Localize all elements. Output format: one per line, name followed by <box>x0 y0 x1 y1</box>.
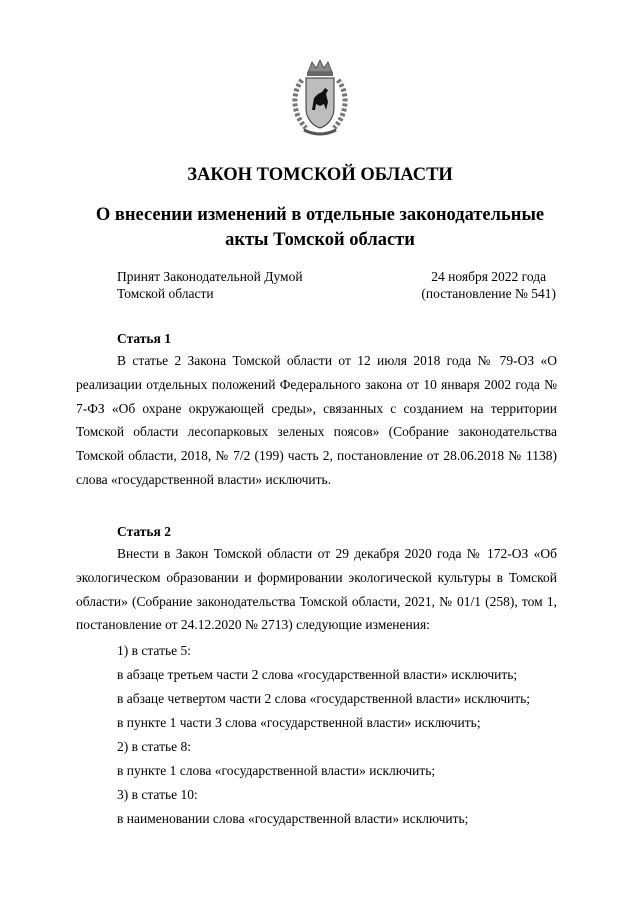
article-2-heading: Статья 2 <box>117 524 171 539</box>
list-item: в пункте 1 слова «государственной власти» исключить; <box>117 763 436 778</box>
adoption-info <box>117 268 303 302</box>
article-2-text: Внести в Закон Томской области от 29 декабря 2020 года № 172-ОЗ «Об экологическом образовании и формировании экологической культуры в Томской области» (Собрание законодательства Томской области, 2021, № 01/1 (258), том 1, постановление от 24.12.2020 № 2713) следующие изменения: <box>76 546 557 633</box>
document-title: ЗАКОН ТОМСКОЙ ОБЛАСТИ <box>187 165 453 185</box>
list-item: 3) в статье 10: <box>117 787 198 802</box>
subtitle-line-1: О внесении изменений в отдельные законодательные <box>95 205 545 225</box>
article-1-text: В статье 2 Закона Томской области от 12 июля 2018 года № 79-ОЗ «О реализации отдельных положений Федерального закона от 10 января 2002 года № 7-ФЗ «Об охране окружающей среды», связанных с созданием на территории Томской области лесопарковых зеленых поясов» (Собрание законодательства Томской области, 2018, № 7/2 (199) часть 2, постановление от 28.06.2018 № 1138) слова «государственной власти» исключить. <box>76 353 557 487</box>
list-item: в абзаце третьем части 2 слова «государственной власти» исключить; <box>117 667 518 682</box>
resolution-number: (постановление № 541) <box>421 286 556 301</box>
adopted-by-line-2: Томской области <box>117 286 214 301</box>
list-item: 1) в статье 5: <box>117 643 191 658</box>
adoption-date-info <box>421 268 556 302</box>
adopted-by-line-1: Принят Законодательной Думой <box>117 269 303 284</box>
list-item: в пункте 1 части 3 слова «государственной власти» исключить; <box>117 715 481 730</box>
tomsk-coat-of-arms-emblem <box>288 58 352 142</box>
document-subtitle <box>60 203 580 253</box>
article-1-heading: Статья 1 <box>117 331 171 346</box>
adoption-date: 24 ноября 2022 года <box>431 269 547 284</box>
subtitle-line-2: акты Томской области <box>225 230 415 250</box>
list-item: в наименовании слова «государственной власти» исключить; <box>117 811 469 826</box>
list-item: в абзаце четвертом части 2 слова «государственной власти» исключить; <box>117 691 531 706</box>
list-item: 2) в статье 8: <box>117 739 191 754</box>
